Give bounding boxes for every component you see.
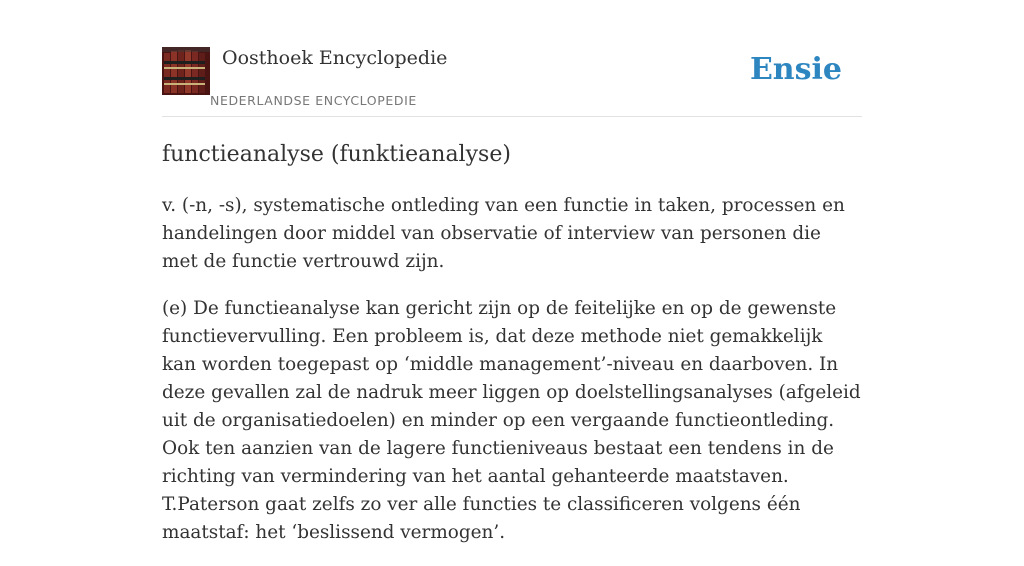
article-paragraph: v. (-n, -s), systematische ontleding van een functie in taken, processen en handelingen door middel van observatie of interview van personen die met de functie vertrouwd zijn. xyxy=(162,195,845,272)
article-paragraph: (e) De functieanalyse kan gericht zijn op de feitelijke en op de gewenste functievervulling. Een probleem is, dat deze methode niet gemakkelijk kan worden toegepast op ‘middle management’-niveau en daarboven. In deze gevallen zal de nadruk meer liggen op doelstellingsanalyses (afgeleid uit de organisatiedoelen) en minder op een vergaande functieontleding. Ook ten aanzien van de lagere functieniveaus bestaat een tendens in de richting van vermindering van het aantal gehanteerde maatstaven. T.Paterson gaat zelfs zo ver alle functies te classificeren volgens één maatstaf: het ‘beslissend vermogen’. xyxy=(162,298,861,543)
brand-logo-link[interactable]: Ensie xyxy=(749,52,842,87)
article-body xyxy=(162,192,862,566)
site-subtitle: NEDERLANDSE ENCYCLOPEDIE xyxy=(210,93,417,108)
article-title: functieanalyse (funktieanalyse) xyxy=(162,142,511,167)
site-header xyxy=(162,46,862,117)
book-spines-icon[interactable] xyxy=(162,47,210,95)
site-name-link[interactable]: Oosthoek Encyclopedie xyxy=(222,47,448,69)
